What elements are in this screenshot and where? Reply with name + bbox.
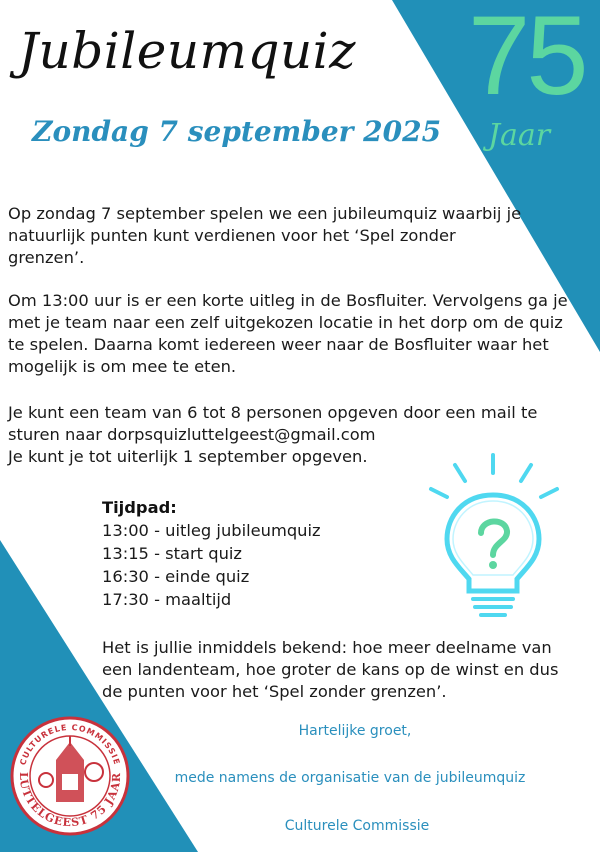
page-title: Jubileumquiz <box>18 22 356 80</box>
timeline-item: 17:30 - maaltijd <box>102 590 232 609</box>
seal-text-bottom: LUTTELGEEST 75 JAAR <box>16 771 124 830</box>
timeline-list <box>102 519 362 611</box>
event-date: Zondag 7 september 2025 <box>32 115 442 148</box>
lightbulb-question-icon <box>425 445 575 625</box>
schedule-paragraph: Om 13:00 uur is er een korte uitleg in de Bosfluiter. Vervolgens ga je met je team naar een zelf uitgekozen locatie in het dorp om de quiz te spelen. Daarna komt iedereen weer naar de Bosfluiter waar het mogelijk is om mee te eten. <box>8 291 568 376</box>
seal-text-top: CULTURELE COMMISSIE <box>18 722 122 767</box>
anniversary-word: Jaar <box>488 118 551 153</box>
closing-greeting: Hartelijke groet, <box>298 723 412 739</box>
participation-paragraph: Het is jullie inmiddels bekend: hoe meer deelname van een landenteam, hoe groter de kans op de winst en dus de punten voor het ‘Spel zonder grenzen’. <box>102 638 559 701</box>
closing-on-behalf: mede namens de organisatie van de jubileumquiz <box>174 770 526 786</box>
signup-line-1: Je kunt een team van 6 tot 8 personen opgeven door een mail te sturen naar dorpsquizluttelgeest@gmail.com <box>8 403 538 444</box>
luttelgeest-seal-icon <box>6 712 134 840</box>
timeline-item: 13:00 - uitleg jubileumquiz <box>102 521 321 540</box>
anniversary-number: 75 <box>468 0 585 118</box>
timeline-item: 13:15 - start quiz <box>102 544 242 563</box>
timeline-heading: Tijdpad: <box>102 498 177 517</box>
intro-paragraph: Op zondag 7 september spelen we een jubileumquiz waarbij je natuurlijk punten kunt verdienen voor het ‘Spel zonder grenzen’. <box>8 204 522 267</box>
signup-deadline: Je kunt je tot uiterlijk 1 september opgeven. <box>8 447 368 466</box>
timeline-item: 16:30 - einde quiz <box>102 567 250 586</box>
closing-signature: Culturele Commissie <box>284 818 430 834</box>
timeline <box>102 497 362 611</box>
